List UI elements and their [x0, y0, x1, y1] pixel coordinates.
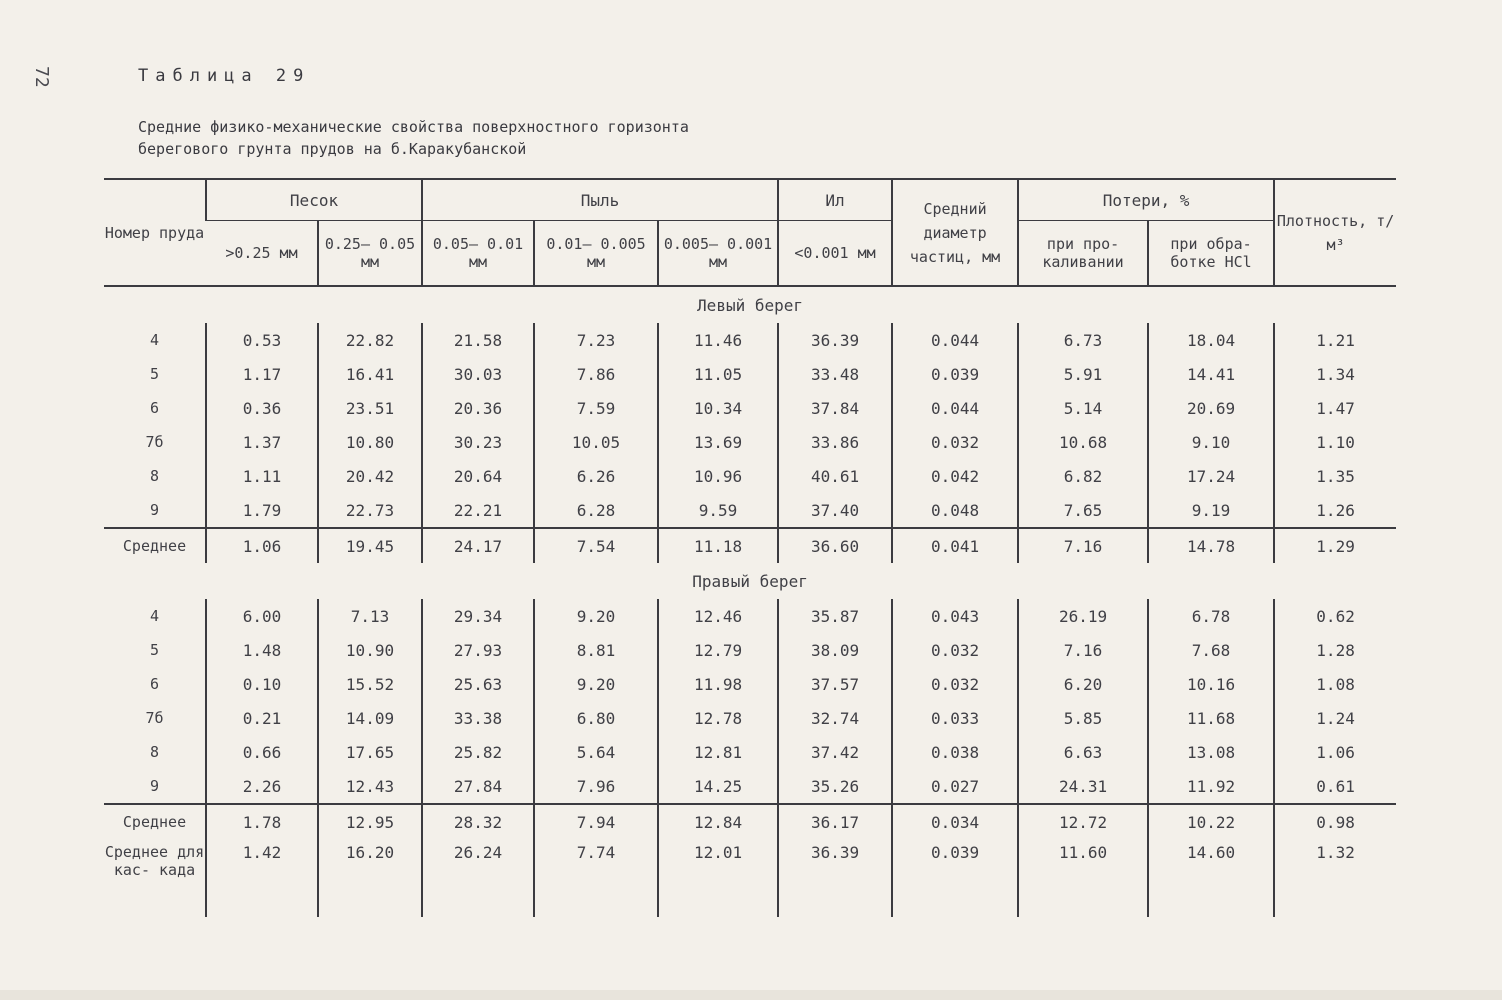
header-dust-fine: 0.005– 0.001 мм: [658, 221, 778, 287]
row-label-cell: 7б: [145, 433, 164, 451]
value-cell: 1.26: [1274, 493, 1396, 528]
value-cell: 12.43: [318, 769, 422, 804]
row-label-cell: 4: [149, 607, 160, 625]
header-sand-coarse: >0.25 мм: [206, 221, 318, 287]
section-row: [104, 563, 1396, 599]
value-cell: 2.26: [206, 769, 318, 804]
section-title: Левый берег: [697, 295, 804, 315]
value-cell: 9.59: [658, 493, 778, 528]
value-cell: 0.21: [206, 701, 318, 735]
value-cell: 10.90: [318, 633, 422, 667]
table-row: [104, 599, 1396, 633]
row-label-cell: 9: [149, 501, 160, 519]
value-cell: 0.032: [892, 425, 1018, 459]
value-cell: 14.09: [318, 701, 422, 735]
value-cell: 1.34: [1274, 357, 1396, 391]
value-cell: 10.05: [534, 425, 658, 459]
value-cell: 8.81: [534, 633, 658, 667]
value-cell: 37.40: [778, 493, 892, 528]
header-dust-medium: 0.01– 0.005 мм: [534, 221, 658, 287]
value-cell: 10.80: [318, 425, 422, 459]
row-label-cell: 4: [149, 331, 160, 349]
value-cell: 0.53: [206, 323, 318, 357]
value-cell: 35.26: [778, 769, 892, 804]
table-row: [104, 391, 1396, 425]
value-cell: 0.044: [892, 391, 1018, 425]
value-cell: 7.59: [534, 391, 658, 425]
caption-line: берегового грунта прудов на б.Каракубанской: [138, 140, 527, 158]
row-label-cell: 5: [149, 365, 160, 383]
value-cell: 1.47: [1274, 391, 1396, 425]
value-cell: 20.69: [1148, 391, 1274, 425]
value-cell: 28.32: [422, 804, 534, 839]
value-cell: 1.11: [206, 459, 318, 493]
header-loss-calcination: при про- каливании: [1018, 221, 1148, 287]
value-cell: 0.042: [892, 459, 1018, 493]
value-cell: 0.66: [206, 735, 318, 769]
value-cell: 10.68: [1018, 425, 1148, 459]
value-cell: 6.82: [1018, 459, 1148, 493]
value-cell: 6.28: [534, 493, 658, 528]
table-row: [104, 633, 1396, 667]
value-cell: 26.24: [422, 839, 534, 917]
value-cell: 16.41: [318, 357, 422, 391]
value-cell: 29.34: [422, 599, 534, 633]
value-cell: 1.06: [206, 528, 318, 563]
value-cell: 1.10: [1274, 425, 1396, 459]
section-title: Правый берег: [692, 571, 808, 591]
value-cell: 21.58: [422, 323, 534, 357]
value-cell: 33.48: [778, 357, 892, 391]
row-label-cell: 6: [149, 399, 160, 417]
value-cell: 27.93: [422, 633, 534, 667]
value-cell: 30.23: [422, 425, 534, 459]
header-silt-fraction: <0.001 мм: [778, 221, 892, 287]
row-label-cell: 8: [149, 467, 160, 485]
value-cell: 22.82: [318, 323, 422, 357]
value-cell: 24.17: [422, 528, 534, 563]
value-cell: 1.32: [1274, 839, 1396, 917]
value-cell: 6.73: [1018, 323, 1148, 357]
row-label-cell: 9: [149, 777, 160, 795]
header-dust: Пыль: [422, 179, 778, 221]
value-cell: 36.39: [778, 839, 892, 917]
value-cell: 35.87: [778, 599, 892, 633]
value-cell: 20.64: [422, 459, 534, 493]
value-cell: 12.78: [658, 701, 778, 735]
value-cell: 18.04: [1148, 323, 1274, 357]
value-cell: 7.74: [534, 839, 658, 917]
value-cell: 9.10: [1148, 425, 1274, 459]
value-cell: 20.36: [422, 391, 534, 425]
properties-table: [104, 178, 1396, 917]
value-cell: 37.57: [778, 667, 892, 701]
value-cell: 17.24: [1148, 459, 1274, 493]
value-cell: 9.20: [534, 599, 658, 633]
value-cell: 9.20: [534, 667, 658, 701]
value-cell: 1.29: [1274, 528, 1396, 563]
value-cell: 7.86: [534, 357, 658, 391]
value-cell: 7.16: [1018, 633, 1148, 667]
page-number: 72: [31, 66, 52, 88]
header-mean-diameter: Средний диаметр частиц, мм: [892, 179, 1018, 286]
value-cell: 36.39: [778, 323, 892, 357]
value-cell: 14.60: [1148, 839, 1274, 917]
value-cell: 10.34: [658, 391, 778, 425]
value-cell: 12.01: [658, 839, 778, 917]
value-cell: 17.65: [318, 735, 422, 769]
value-cell: 14.25: [658, 769, 778, 804]
value-cell: 11.46: [658, 323, 778, 357]
row-label-cell: Среднее для кас- када: [104, 843, 205, 879]
row-label-cell: Среднее: [104, 804, 206, 839]
value-cell: 1.24: [1274, 701, 1396, 735]
header-sand-fine: 0.25– 0.05 мм: [318, 221, 422, 287]
value-cell: 0.032: [892, 633, 1018, 667]
average-row: [104, 839, 1396, 917]
value-cell: 0.10: [206, 667, 318, 701]
value-cell: 10.16: [1148, 667, 1274, 701]
value-cell: 16.20: [318, 839, 422, 917]
row-label-cell: 5: [149, 641, 160, 659]
value-cell: 0.044: [892, 323, 1018, 357]
value-cell: 0.043: [892, 599, 1018, 633]
value-cell: 5.85: [1018, 701, 1148, 735]
value-cell: 14.41: [1148, 357, 1274, 391]
value-cell: 1.35: [1274, 459, 1396, 493]
table-row: [104, 667, 1396, 701]
value-cell: 33.86: [778, 425, 892, 459]
value-cell: 25.82: [422, 735, 534, 769]
value-cell: 1.08: [1274, 667, 1396, 701]
header-pond: Номер пруда: [104, 179, 206, 286]
value-cell: 0.039: [892, 357, 1018, 391]
value-cell: 0.034: [892, 804, 1018, 839]
value-cell: 20.42: [318, 459, 422, 493]
value-cell: 1.17: [206, 357, 318, 391]
value-cell: 37.42: [778, 735, 892, 769]
value-cell: 22.21: [422, 493, 534, 528]
value-cell: 1.78: [206, 804, 318, 839]
table-label: Таблица 29: [138, 66, 311, 86]
value-cell: 19.45: [318, 528, 422, 563]
header-sand: Песок: [206, 179, 422, 221]
table-row: [104, 357, 1396, 391]
table-row: [104, 323, 1396, 357]
value-cell: 24.31: [1018, 769, 1148, 804]
value-cell: 9.19: [1148, 493, 1274, 528]
value-cell: 5.64: [534, 735, 658, 769]
value-cell: 7.96: [534, 769, 658, 804]
table-row: [104, 425, 1396, 459]
average-row: [104, 528, 1396, 563]
value-cell: 0.038: [892, 735, 1018, 769]
value-cell: 5.14: [1018, 391, 1148, 425]
value-cell: 13.69: [658, 425, 778, 459]
value-cell: 25.63: [422, 667, 534, 701]
section-row: [104, 286, 1396, 323]
value-cell: 32.74: [778, 701, 892, 735]
value-cell: 7.54: [534, 528, 658, 563]
value-cell: 1.28: [1274, 633, 1396, 667]
value-cell: 22.73: [318, 493, 422, 528]
table-row: [104, 459, 1396, 493]
value-cell: 12.81: [658, 735, 778, 769]
header-silt: Ил: [778, 179, 892, 221]
value-cell: 7.65: [1018, 493, 1148, 528]
value-cell: 12.95: [318, 804, 422, 839]
header-dust-coarse: 0.05– 0.01 мм: [422, 221, 534, 287]
value-cell: 12.79: [658, 633, 778, 667]
value-cell: 11.92: [1148, 769, 1274, 804]
table-row: [104, 769, 1396, 804]
value-cell: 5.91: [1018, 357, 1148, 391]
value-cell: 1.21: [1274, 323, 1396, 357]
value-cell: 36.17: [778, 804, 892, 839]
value-cell: 0.041: [892, 528, 1018, 563]
value-cell: 1.06: [1274, 735, 1396, 769]
value-cell: 11.05: [658, 357, 778, 391]
value-cell: 0.027: [892, 769, 1018, 804]
value-cell: 11.18: [658, 528, 778, 563]
value-cell: 6.63: [1018, 735, 1148, 769]
value-cell: 38.09: [778, 633, 892, 667]
value-cell: 12.84: [658, 804, 778, 839]
table-row: [104, 735, 1396, 769]
value-cell: 7.23: [534, 323, 658, 357]
value-cell: 0.039: [892, 839, 1018, 917]
value-cell: 1.42: [206, 839, 318, 917]
value-cell: 0.98: [1274, 804, 1396, 839]
value-cell: 7.13: [318, 599, 422, 633]
value-cell: 12.72: [1018, 804, 1148, 839]
value-cell: 10.22: [1148, 804, 1274, 839]
value-cell: 0.36: [206, 391, 318, 425]
value-cell: 11.68: [1148, 701, 1274, 735]
value-cell: 0.033: [892, 701, 1018, 735]
row-label-cell: 6: [149, 675, 160, 693]
value-cell: 0.62: [1274, 599, 1396, 633]
row-label-cell: 8: [149, 743, 160, 761]
value-cell: 40.61: [778, 459, 892, 493]
value-cell: 37.84: [778, 391, 892, 425]
value-cell: 23.51: [318, 391, 422, 425]
row-label-cell: 7б: [145, 709, 164, 727]
value-cell: 13.08: [1148, 735, 1274, 769]
value-cell: 6.80: [534, 701, 658, 735]
value-cell: 7.68: [1148, 633, 1274, 667]
header-loss-hcl: при обра- ботке HCl: [1148, 221, 1274, 287]
value-cell: 0.61: [1274, 769, 1396, 804]
value-cell: 26.19: [1018, 599, 1148, 633]
value-cell: 33.38: [422, 701, 534, 735]
value-cell: 0.048: [892, 493, 1018, 528]
average-row: [104, 804, 1396, 839]
value-cell: 15.52: [318, 667, 422, 701]
value-cell: 14.78: [1148, 528, 1274, 563]
value-cell: 7.16: [1018, 528, 1148, 563]
caption-line: Средние физико-механические свойства поверхностного горизонта: [138, 118, 689, 136]
value-cell: 11.98: [658, 667, 778, 701]
value-cell: 6.78: [1148, 599, 1274, 633]
value-cell: 6.00: [206, 599, 318, 633]
value-cell: 10.96: [658, 459, 778, 493]
value-cell: 0.032: [892, 667, 1018, 701]
value-cell: 7.94: [534, 804, 658, 839]
value-cell: 11.60: [1018, 839, 1148, 917]
value-cell: 6.26: [534, 459, 658, 493]
value-cell: 1.37: [206, 425, 318, 459]
value-cell: 27.84: [422, 769, 534, 804]
row-label-cell: Среднее: [104, 528, 206, 563]
header-losses: Потери, %: [1018, 179, 1274, 221]
value-cell: 30.03: [422, 357, 534, 391]
value-cell: 1.79: [206, 493, 318, 528]
table-row: [104, 493, 1396, 528]
table-caption: [138, 116, 898, 160]
value-cell: 12.46: [658, 599, 778, 633]
table-row: [104, 701, 1396, 735]
value-cell: 1.48: [206, 633, 318, 667]
value-cell: 6.20: [1018, 667, 1148, 701]
header-density: Плотность, т/м³: [1274, 179, 1396, 286]
page-bottom-edge: [0, 990, 1502, 1000]
table-body: [104, 286, 1396, 917]
value-cell: 36.60: [778, 528, 892, 563]
